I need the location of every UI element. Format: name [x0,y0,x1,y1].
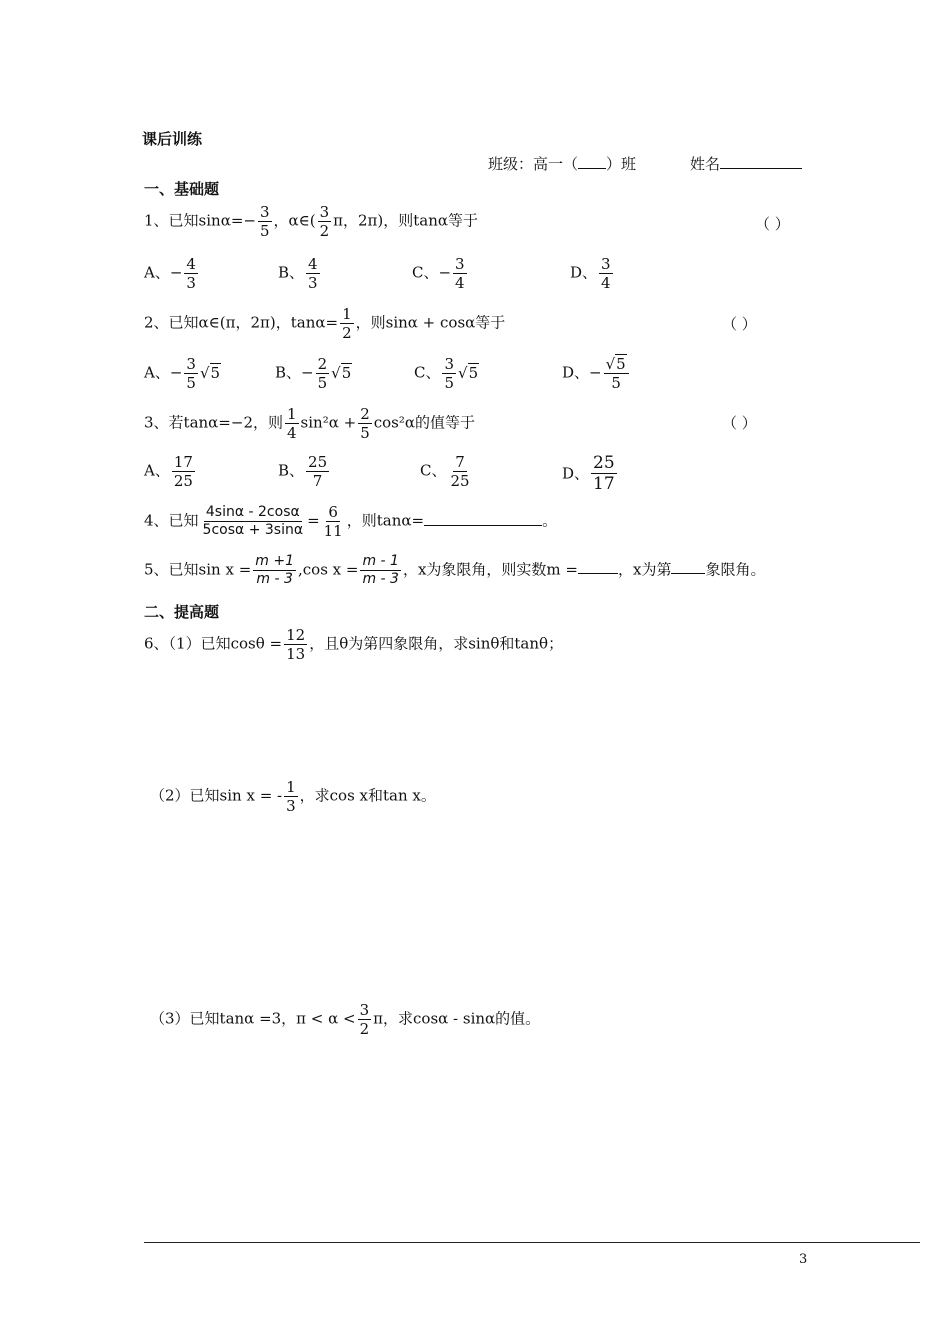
q3-option-b[interactable]: B、 $\frac{25}{7}$ [278,453,328,490]
q1-option-a[interactable]: A、− $\frac{4}{3}$ [144,255,196,292]
q2-tail: ，则sinα + cosα等于 [355,313,506,332]
q1-sin: sinα=− [198,211,256,230]
class-label: 班级：高一（ [488,155,579,173]
question-3 [144,405,475,442]
q3-option-d[interactable]: D、 $\frac{25}{17}$ [562,453,615,495]
q4-end: 。 [542,511,558,530]
q2-option-a[interactable]: A、− $\frac{3}{5}$ √5 [144,355,221,392]
q3-option-c[interactable]: C、 $\frac{7}{25}$ [420,453,470,490]
name-blank[interactable] [720,168,802,169]
class-blank[interactable] [578,168,606,169]
question-2 [144,305,505,342]
q1-tail: tanα等于 [413,211,479,230]
q1-mid: ，α∈( [273,211,316,230]
q6p2-tail: ，求cos x和tan x。 [299,786,436,805]
q1-option-d[interactable]: D、 $\frac{3}{4}$ [570,255,611,292]
q4-fraction: $\frac{4\sin\alpha - 2\cos\alpha}{5\cos\alpha + 3\sin\alpha}$ [202,504,304,538]
q1-interval: π，2π)，则 [333,211,414,230]
q6p1-prefix: 6、（1）已知cosθ = [144,634,283,653]
q4-eq: = [307,511,320,530]
q4-prefix: 4、已知 [144,511,199,530]
class-close: ）班 [606,155,637,173]
q5-mid: ,cos x = [298,560,359,579]
question-5 [144,553,765,588]
question-4 [144,503,557,540]
footer-divider [144,1242,920,1243]
page-number: 3 [799,1252,808,1267]
q1-fraction-2: $\frac{3}{2}$ [319,203,330,240]
question-6-part-2 [150,778,436,815]
q5-tail3: 象限角。 [705,560,766,579]
q5-fraction-2: $\frac{m - 1}{m - 3}$ [362,553,399,587]
q1-option-b[interactable]: B、 $\frac{4}{3}$ [278,255,318,292]
q3-mid: sin²α + [300,413,357,432]
q1-prefix: 1、已知 [144,211,199,230]
q1-option-c[interactable]: C、− $\frac{3}{4}$ [412,255,465,292]
q6p3-tail: π，求cosα - sinα的值。 [373,1009,541,1028]
q3-option-a[interactable]: A、 $\frac{17}{25}$ [144,453,193,490]
q2-option-d[interactable]: D、− $\frac{√5}{5}$ [562,355,631,392]
q5-quadrant-blank[interactable] [671,573,705,574]
name-label: 姓名 [690,155,721,173]
q5-m-blank[interactable] [578,573,618,574]
question-1 [144,203,478,240]
q6p2-prefix: （2）已知sin x = - [150,786,283,805]
name-field [690,153,802,174]
q1-fraction: $\frac{3}{5}$ [259,203,270,240]
q6p1-tail: ，且θ为第四象限角，求sinθ和tanθ； [309,634,564,653]
q6p3-prefix: （3）已知tanα =3，π < α < [150,1009,356,1028]
class-field [488,153,636,174]
q2-prefix: 2、已知α∈(π，2π)，tanα= [144,313,339,332]
q4-tail: ，则tanα= [346,511,425,530]
q5-tail2: ，x为第 [618,560,672,579]
q1-answer-paren[interactable]: （ ） [755,215,790,233]
section-advanced-title: 二、提高题 [144,603,220,621]
q5-tail1: ，x为象限角，则实数m = [402,560,578,579]
question-6-part-1 [144,626,563,663]
q6p1-fraction: $\frac{12}{13}$ [286,626,306,663]
question-6-part-3 [150,1001,540,1038]
q2-option-c[interactable]: C、 $\frac{3}{5}$ √5 [414,355,479,392]
q4-result-fraction: $\frac{6}{11}$ [323,503,343,540]
q2-fraction: $\frac{1}{2}$ [342,305,352,342]
q2-option-b[interactable]: B、− $\frac{2}{5}$ √5 [275,355,352,392]
q3-tail: cos²α的值等于 [373,413,476,432]
q5-prefix: 5、已知sin x = [144,560,252,579]
q6p3-fraction: $\frac{3}{2}$ [359,1001,370,1038]
q3-prefix: 3、若tanα=−2，则 [144,413,283,432]
q4-answer-blank[interactable] [424,525,542,526]
q3-answer-paren[interactable]: （ ） [722,414,757,432]
q6p2-fraction: $\frac{1}{3}$ [286,778,296,815]
section-basic-title: 一、基础题 [144,180,220,198]
q5-fraction-1: $\frac{m +1}{m - 3}$ [255,553,294,587]
q3-fraction-1: $\frac{1}{4}$ [287,405,297,442]
q2-answer-paren[interactable]: （ ） [722,315,757,333]
q3-fraction-2: $\frac{2}{5}$ [360,405,370,442]
exercise-title: 课后训练 [142,130,203,148]
